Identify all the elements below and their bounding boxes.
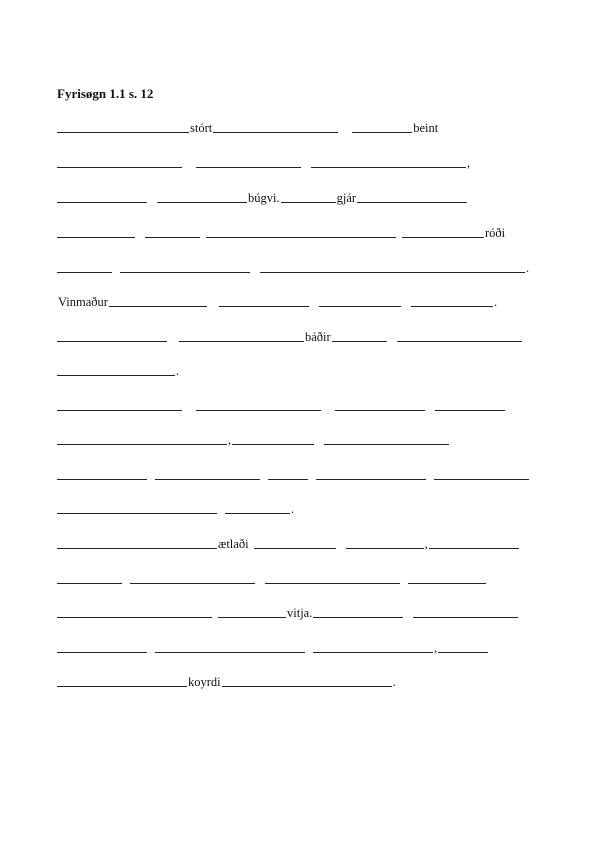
worksheet-line bbox=[57, 261, 545, 277]
worksheet-line bbox=[57, 537, 545, 553]
fill-in-blank[interactable] bbox=[232, 443, 314, 445]
worksheet-line bbox=[57, 364, 545, 380]
fill-in-blank[interactable] bbox=[438, 651, 488, 653]
worksheet-line bbox=[57, 675, 545, 691]
line-text: beint bbox=[413, 121, 439, 135]
fill-in-blank[interactable] bbox=[346, 547, 424, 549]
fill-in-blank[interactable] bbox=[57, 685, 187, 687]
fill-in-blank[interactable] bbox=[57, 374, 175, 376]
fill-in-blank[interactable] bbox=[155, 478, 260, 480]
line-text: . bbox=[392, 675, 396, 689]
worksheet-line bbox=[57, 572, 545, 588]
line-text: . bbox=[291, 502, 295, 516]
fill-in-blank[interactable] bbox=[313, 651, 433, 653]
line-text: báðir bbox=[305, 330, 331, 344]
line-text: vitja. bbox=[287, 606, 313, 620]
line-text: . bbox=[493, 295, 498, 309]
fill-in-blank[interactable] bbox=[57, 409, 182, 411]
line-text: , bbox=[467, 156, 471, 170]
fill-in-blank[interactable] bbox=[316, 478, 426, 480]
fill-in-blank[interactable] bbox=[222, 685, 392, 687]
worksheet-line bbox=[57, 606, 545, 622]
fill-in-blank[interactable] bbox=[218, 616, 286, 618]
fill-in-blank[interactable] bbox=[213, 131, 338, 133]
fill-in-blank[interactable] bbox=[435, 409, 505, 411]
line-text: róði bbox=[485, 226, 506, 240]
fill-in-blank[interactable] bbox=[324, 443, 449, 445]
worksheet-line bbox=[57, 121, 545, 137]
fill-in-blank[interactable] bbox=[311, 166, 466, 168]
fill-in-blank[interactable] bbox=[57, 271, 112, 273]
fill-in-blank[interactable] bbox=[225, 512, 290, 514]
fill-in-blank[interactable] bbox=[332, 340, 387, 342]
worksheet-line bbox=[57, 330, 545, 346]
worksheet-line bbox=[57, 433, 545, 449]
page-title: Fyrisøgn 1.1 s. 12 bbox=[57, 86, 154, 101]
fill-in-blank[interactable] bbox=[57, 340, 167, 342]
fill-in-blank[interactable] bbox=[319, 305, 401, 307]
line-text: Vinmaður bbox=[58, 295, 108, 309]
line-text: gjár bbox=[336, 191, 357, 205]
fill-in-blank[interactable] bbox=[57, 512, 217, 514]
fill-in-blank[interactable] bbox=[402, 236, 484, 238]
fill-in-blank[interactable] bbox=[196, 166, 301, 168]
fill-in-blank[interactable] bbox=[408, 582, 486, 584]
fill-in-blank[interactable] bbox=[196, 409, 321, 411]
fill-in-blank[interactable] bbox=[57, 547, 217, 549]
fill-in-blank[interactable] bbox=[268, 478, 308, 480]
fill-in-blank[interactable] bbox=[206, 236, 396, 238]
worksheet-line bbox=[57, 226, 545, 242]
fill-in-blank[interactable] bbox=[155, 651, 305, 653]
fill-in-blank[interactable] bbox=[57, 131, 189, 133]
fill-in-blank[interactable] bbox=[335, 409, 425, 411]
line-text: , bbox=[434, 641, 438, 655]
fill-in-blank[interactable] bbox=[57, 651, 147, 653]
fill-in-blank[interactable] bbox=[57, 582, 122, 584]
fill-in-blank[interactable] bbox=[219, 305, 309, 307]
line-text: , bbox=[424, 537, 428, 551]
fill-in-blank[interactable] bbox=[429, 547, 519, 549]
fill-in-blank[interactable] bbox=[397, 340, 522, 342]
fill-in-blank[interactable] bbox=[281, 201, 336, 203]
fill-in-blank[interactable] bbox=[120, 271, 250, 273]
fill-in-blank[interactable] bbox=[157, 201, 247, 203]
line-text: ætlaði bbox=[218, 537, 249, 551]
worksheet-line bbox=[57, 156, 545, 172]
line-text: koyrdi bbox=[188, 675, 221, 689]
worksheet-line bbox=[57, 191, 545, 207]
fill-in-blank[interactable] bbox=[413, 616, 518, 618]
fill-in-blank[interactable] bbox=[57, 236, 135, 238]
fill-in-blank[interactable] bbox=[434, 478, 529, 480]
fill-in-blank[interactable] bbox=[57, 166, 182, 168]
fill-in-blank[interactable] bbox=[57, 443, 227, 445]
fill-in-blank[interactable] bbox=[145, 236, 200, 238]
fill-in-blank[interactable] bbox=[130, 582, 255, 584]
worksheet-line bbox=[57, 295, 545, 311]
fill-in-blank[interactable] bbox=[57, 478, 147, 480]
worksheet-line bbox=[57, 641, 545, 657]
line-text: , bbox=[228, 433, 232, 447]
worksheet-line bbox=[57, 399, 545, 415]
line-text: . bbox=[176, 364, 180, 378]
fill-in-blank[interactable] bbox=[57, 201, 147, 203]
worksheet-line bbox=[57, 468, 545, 484]
fill-in-blank[interactable] bbox=[260, 271, 525, 273]
fill-in-blank[interactable] bbox=[411, 305, 493, 307]
fill-in-blank[interactable] bbox=[179, 340, 304, 342]
line-text: . bbox=[526, 261, 530, 275]
fill-in-blank[interactable] bbox=[313, 616, 403, 618]
line-text: stórt bbox=[190, 121, 213, 135]
worksheet-line bbox=[57, 502, 545, 518]
fill-in-blank[interactable] bbox=[254, 547, 336, 549]
line-text: búgvi. bbox=[248, 191, 280, 205]
fill-in-blank[interactable] bbox=[352, 131, 412, 133]
fill-in-blank[interactable] bbox=[357, 201, 467, 203]
fill-in-blank[interactable] bbox=[57, 616, 212, 618]
fill-in-blank[interactable] bbox=[109, 305, 207, 307]
fill-in-blank[interactable] bbox=[265, 582, 400, 584]
